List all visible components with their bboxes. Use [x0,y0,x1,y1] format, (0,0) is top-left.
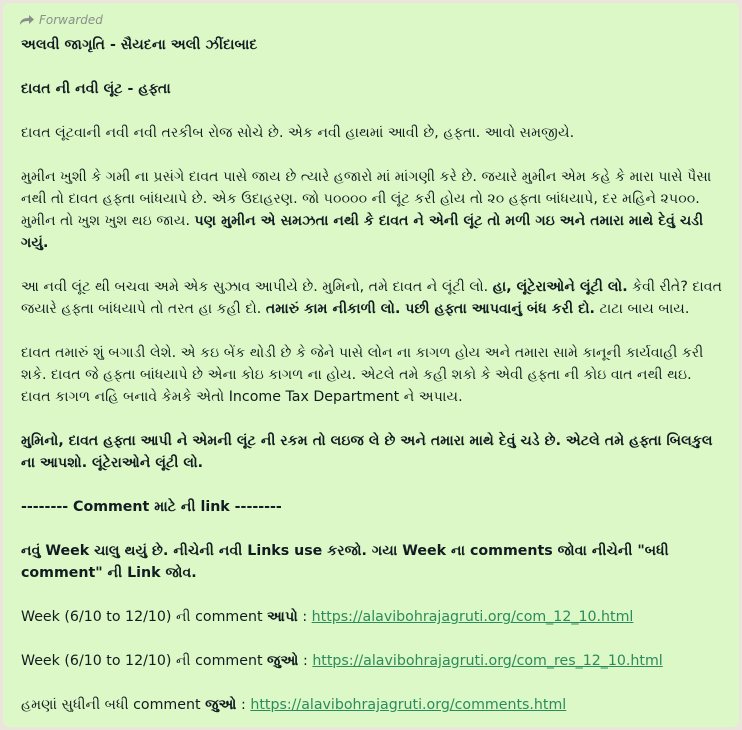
comment-link-prefix: Week (6/10 to 12/10) ની comment [21,609,268,625]
comment-link-separator: : [298,653,313,669]
paragraph-example-emphasis: પણ મુમીન એ સમઝતા નથી કે દાવત ને એની લૂંટ તો મળી ગઇ અને તમારા માથે દેવું ચડી ગયું. [21,213,704,251]
comment-give-link[interactable]: https://alavibohrajagruti.org/com_12_10.html [311,609,634,625]
suggestion-emphasis-b: હા, લૂંટેરાઓને લૂંટી લો. [492,279,628,295]
all-comments-link[interactable]: https://alavibohrajagruti.org/comments.html [250,697,567,713]
comment-link-verb: આપો [267,609,298,625]
comment-divider: -------- Comment માટે ની link -------- [21,499,282,515]
suggestion-text-c: કેવી રીતે? દાવત જયારે હફ્તા બાંધયાપે તો તરત હા કહી દો. [21,279,723,317]
comment-link-separator: : [236,697,251,713]
comment-link-row-view [21,650,723,672]
comment-link-prefix: Week (6/10 to 12/10) ની comment [21,653,268,669]
paragraph-new-week: નવું Week ચાલુ થયું છે. નીચેની નવી Links use કરજો. ગયા Week ના comments જોવા નીચેની "બધી comment" ની Link જોવ. [21,543,669,581]
forwarded-label: Forwarded [39,13,103,27]
comment-link-prefix: હમણાં સુધીની બધી comment [21,697,206,713]
comment-view-link[interactable]: https://alavibohrajagruti.org/com_res_12_10.html [312,653,663,669]
comment-link-verb: જુઓ [205,697,237,713]
suggestion-emphasis-d: તમારું કામ નીકાળી લો. પછી હફ્તા આપવાનું બંધ કરી દો. [265,301,595,317]
comment-link-verb: જુઓ [267,653,299,669]
forwarded-indicator [19,13,723,27]
comment-link-row-all [21,694,723,716]
message-bubble [3,3,739,727]
paragraph-example [21,166,723,254]
suggestion-text-e: ટાટા બાય બાય. [594,301,690,317]
message-heading: દાવત ની નવી લૂંટ - હફ્તા [21,81,171,97]
paragraph-suggestion [21,276,723,320]
comment-link-row-give [21,606,723,628]
paragraph-explanation: દાવત તમારું શું બગાડી લેશે. એ કઇ બેંક થોડી છે કે જેને પાસે લોન ના કાગળ હોય અને તમારા સામે કાનૂની કાર્યવાહી કરી શકે. દાવત જે હફ્તા બાંધયાપે છે એના કોઇ કાગળ ના હોય. એટલે તમે કહી શકો કે એવી હફ્તા ની કોઇ વાત નથી થઇ. દાવત કાગળ નહિ બનાવે કેમકે એતો Income Tax Department ને અપાય. [21,345,704,405]
suggestion-text-a: આ નવી લૂંટ થી બચવા અમે એક સુઝાવ આપીયે છે. મુમિનો, તમે દાવત ને લૂંટી લો. [21,279,493,295]
paragraph-conclusion: મુમિનો, દાવત હફ્તા આપી ને એમની લૂંટ ની રકમ તો લઇજ લે છે અને તમારા માથે દેવું ચડે છે. એટલે તમે હફ્તા બિલકુલ ના આપશો. લૂંટેરાઓને લૂંટી લો. [21,433,713,471]
comment-link-separator: : [297,609,312,625]
message-title: અલવી જાગૃતિ - સૈયદના અલી ઝીંદાબાદ [21,37,258,53]
paragraph-intro: દાવત લૂંટવાની નવી નવી તરકીબ રોજ સોચે છે. એક નવી હાથમાં આવી છે, હફ્તા. આવો સમજીયે. [21,125,575,141]
forward-arrow-icon [19,14,35,26]
paragraph-example-text: મુમીન ખુશી કે ગમી ના પ્રસંગે દાવત પાસે જાય છે ત્યારે હજારો માં માંગણી કરે છે. જયારે મુમીન એમ કહે કે મારા પાસે પૈસા નથી તો દાવત હફ્તા બાંધયાપે છે. એક ઉદાહરણ. જો ૫૦૦૦૦ ની લૂંટ કરી હોય તો ૨૦ હફ્તા બાંધયાપે, દર મહિને ૨૫૦૦. મુમીન તો ખુશ ખુશ થઇ જાય. [21,169,712,229]
